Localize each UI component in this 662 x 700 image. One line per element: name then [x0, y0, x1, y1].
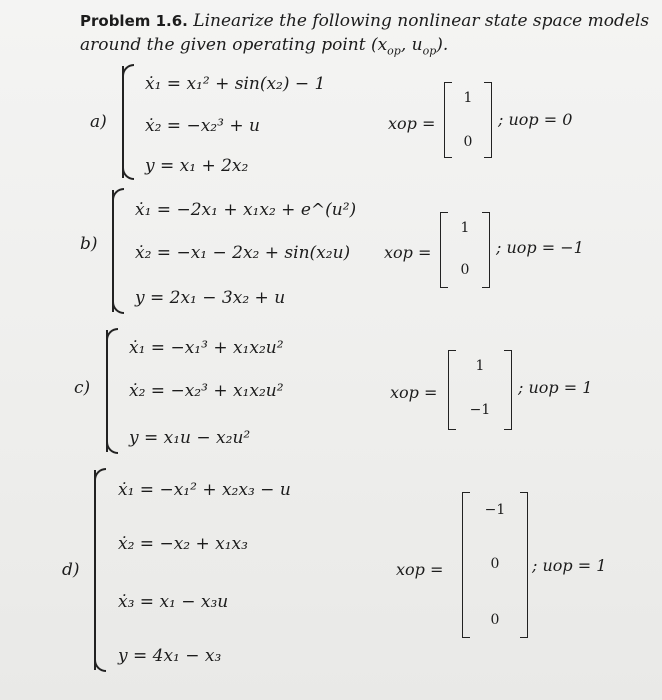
part-c-xop-1: 1 [475, 358, 485, 374]
part-a-xop-1: 1 [463, 90, 473, 106]
part-b-xop-2: 0 [460, 262, 470, 278]
problem-title [80, 10, 649, 32]
part-a-brace [122, 66, 124, 178]
part-a-xop-vector [444, 82, 492, 158]
part-d-xop-3: 0 [490, 612, 500, 628]
part-d-brace [94, 470, 96, 670]
part-c-eq2: ẋ₂ = −x₂³ + x₁x₂u² [129, 381, 284, 401]
part-a-eq2: ẋ₂ = −x₂³ + u [145, 116, 260, 136]
part-b-xop-vector [440, 212, 490, 288]
part-c-brace [106, 330, 108, 452]
part-d-xop-1: −1 [484, 502, 506, 518]
part-d-uop: ; uop = 1 [532, 556, 607, 575]
part-a-xop-2: 0 [463, 134, 473, 150]
part-a-xop-label: xop = [388, 114, 436, 133]
part-d-eq4: y = 4x₁ − x₃ [118, 646, 222, 666]
part-a-uop: ; uop = 0 [498, 110, 573, 129]
part-b-xop-label: xop = [384, 243, 432, 262]
problem-line2: around the given operating point (x [80, 35, 388, 55]
part-a-eq3: y = x₁ + 2x₂ [145, 156, 249, 176]
problem-line2-end: ). [436, 35, 449, 55]
part-d-eq2: ẋ₂ = −x₂ + x₁x₃ [118, 534, 248, 554]
part-b-xop-1: 1 [460, 220, 470, 236]
part-b-eq2: ẋ₂ = −x₁ − 2x₂ + sin(x₂u) [135, 243, 351, 263]
part-d-eq3: ẋ₃ = x₁ − x₃u [118, 592, 229, 612]
problem-line1: Linearize the following nonlinear state space models [193, 11, 650, 31]
uop-sub: op [422, 44, 437, 58]
part-c-label: c) [74, 378, 91, 398]
part-a-eq1: ẋ₁ = x₁² + sin(x₂) − 1 [145, 74, 326, 94]
part-c-uop: ; uop = 1 [518, 378, 593, 397]
part-b-uop: ; uop = −1 [496, 238, 584, 257]
part-b-eq3: y = 2x₁ − 3x₂ + u [135, 288, 286, 308]
part-d-eq1: ẋ₁ = −x₁² + x₂x₃ − u [118, 480, 291, 500]
part-a-label: a) [90, 112, 107, 132]
part-c-xop-2: −1 [469, 402, 491, 418]
part-c-xop-vector [448, 350, 512, 430]
part-d-label: d) [62, 560, 80, 580]
part-b-eq1: ẋ₁ = −2x₁ + x₁x₂ + e^(u²) [135, 200, 357, 220]
part-c-eq3: y = x₁u − x₂u² [129, 428, 251, 448]
problem-line2-mid: , u [400, 35, 423, 55]
part-d-xop-vector [462, 492, 528, 638]
part-b-label: b) [80, 234, 98, 254]
part-d-xop-2: 0 [490, 556, 500, 572]
part-d-xop-label: xop = [396, 560, 444, 579]
part-b-brace [112, 190, 114, 312]
problem-label: Problem 1.6. [80, 12, 188, 30]
xop-sub: op [387, 44, 401, 58]
problem-line2-row [80, 34, 448, 62]
part-c-eq1: ẋ₁ = −x₁³ + x₁x₂u² [129, 338, 284, 358]
part-c-xop-label: xop = [390, 383, 438, 402]
